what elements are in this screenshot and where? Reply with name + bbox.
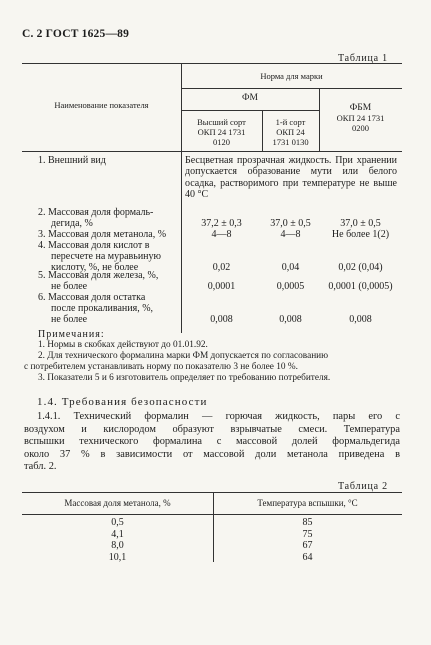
col-fm-first-header [262, 117, 319, 147]
table1-top-rule [22, 63, 402, 64]
section-paragraph [24, 411, 400, 474]
row2-v2: 37,0 ± 0,5 [270, 218, 311, 229]
row6-name-line: не более [51, 314, 88, 325]
row6-name [38, 292, 153, 325]
table2-cell: 67 [302, 540, 313, 551]
table2-cell: 75 [302, 528, 313, 540]
row5-name-line: не более [51, 281, 88, 292]
table1-header-rule [22, 151, 402, 152]
table2-temp-column [213, 517, 402, 563]
row6-name-line: 6. Массовая доля остатка [38, 292, 146, 303]
row4-name-line: пересчете на муравьиную [51, 251, 162, 262]
col-fbm-line: ФБМ [349, 103, 372, 113]
row2-v1: 37,2 ± 0,3 [201, 218, 242, 229]
col-fm-premium-line: 0120 [213, 137, 230, 147]
col-indicator-header: Наименование показателя [54, 100, 149, 110]
row2-name [38, 207, 153, 229]
note-1: 1. Нормы в скобках действуют до 01.01.92. [38, 340, 208, 350]
col-fm-premium-line: Высший сорт [197, 117, 246, 127]
row6-name-line: после прокаливания, %, [51, 303, 154, 314]
row3-v1: 4—8 [211, 229, 232, 240]
col-norm-header: Норма для марки [260, 71, 323, 81]
row2-v3: 37,0 ± 0,5 [340, 218, 381, 229]
row2-name-line: дегида, % [51, 218, 93, 229]
col-fm-first-line: 1731 0130 [272, 137, 309, 147]
row5-v2: 0,0005 [276, 281, 305, 292]
table2-cell: 64 [302, 551, 313, 563]
row2-name-line: 2. Массовая доля формаль- [38, 207, 154, 218]
table2-col-methanol: Массовая доля метанола, % [64, 498, 171, 508]
col-fm-first-line: 1-й сорт [275, 117, 306, 127]
table1-norm-rule [181, 88, 402, 89]
row4-name-line: 4. Массовая доля кислот в [38, 240, 150, 251]
table2-cell: 8,0 [111, 540, 124, 551]
paragraph-line: табл. 2. [24, 461, 57, 473]
table2-top-rule [22, 492, 402, 493]
row5-name [38, 270, 158, 292]
table2-cell: 4,1 [111, 528, 124, 540]
row4-name-line: кислоту, %, не более [51, 262, 139, 273]
table1-col-rule [181, 63, 182, 333]
row5-v3: 0,0001 (0,0005) [328, 281, 393, 292]
paragraph-line: воздухом и кислородом образуют взрывчатые смеси. Температура [24, 423, 400, 435]
table2-caption: Таблица 2 [338, 481, 388, 492]
row6-v1: 0,008 [210, 314, 233, 325]
table2-header-rule [22, 514, 402, 515]
table2-cell: 85 [302, 517, 313, 528]
paragraph-line: вспышки технического формалина с массовой долей формальдегида [24, 436, 400, 448]
row5-v1: 0,0001 [207, 281, 236, 292]
table2-col-temp: Температура вспышки, °С [257, 498, 358, 508]
table2-cell: 10,1 [108, 551, 127, 563]
row4-name [38, 240, 161, 273]
col-fbm-line: ОКП 24 1731 [336, 113, 385, 123]
row1-desc: Бесцветная прозрачная жидкость. При хранении допускается образование мути или белого осадка, растворимого при температуре не выше 40 °С [185, 155, 397, 200]
row5-name-line: 5. Массовая доля железа, %, [38, 270, 159, 281]
row4-v2: 0,04 [281, 262, 300, 273]
row3-v3: Не более 1(2) [331, 229, 390, 240]
row4-v1: 0,02 [212, 262, 231, 273]
row6-v3: 0,008 [349, 314, 372, 325]
note-2a: 2. Для технического формалина марки ФМ допускается по согласованию [38, 351, 329, 361]
notes-title: Примечания: [38, 329, 105, 340]
table2-methanol-column [22, 517, 213, 563]
col-fbm-header [319, 103, 402, 133]
row1-name: 1. Внешний вид [38, 155, 106, 166]
note-2b: с потребителем устанавливать норму по показателю 3 не более 10 %. [24, 362, 298, 372]
row4-v3: 0,02 (0,04) [338, 262, 383, 273]
table2-cell: 0,5 [111, 517, 124, 528]
col-fm-premium-header [181, 117, 262, 147]
table1-fm-rule [181, 110, 319, 111]
section-title: 1.4. Требования безопасности [37, 396, 208, 408]
col-fm-header: ФМ [242, 93, 258, 103]
col-fm-premium-line: ОКП 24 1731 [197, 127, 246, 137]
paragraph-line: около 37 % в зависимости от массовой доли метанола приведена в [24, 448, 400, 460]
row3-name: 3. Массовая доля метанола, % [38, 229, 167, 240]
row6-v2: 0,008 [279, 314, 302, 325]
note-3: 3. Показатели 5 и 6 изготовитель определяет по требованию потребителя. [38, 373, 331, 383]
col-fbm-line: 0200 [352, 123, 369, 133]
row3-v2: 4—8 [280, 229, 301, 240]
col-fm-first-line: ОКП 24 [276, 127, 305, 137]
paragraph-line: 1.4.1. Технический формалин — горючая жидкость, пары его с [37, 411, 400, 422]
table1-caption: Таблица 1 [338, 53, 388, 64]
page-header: С. 2 ГОСТ 1625—89 [22, 28, 130, 40]
